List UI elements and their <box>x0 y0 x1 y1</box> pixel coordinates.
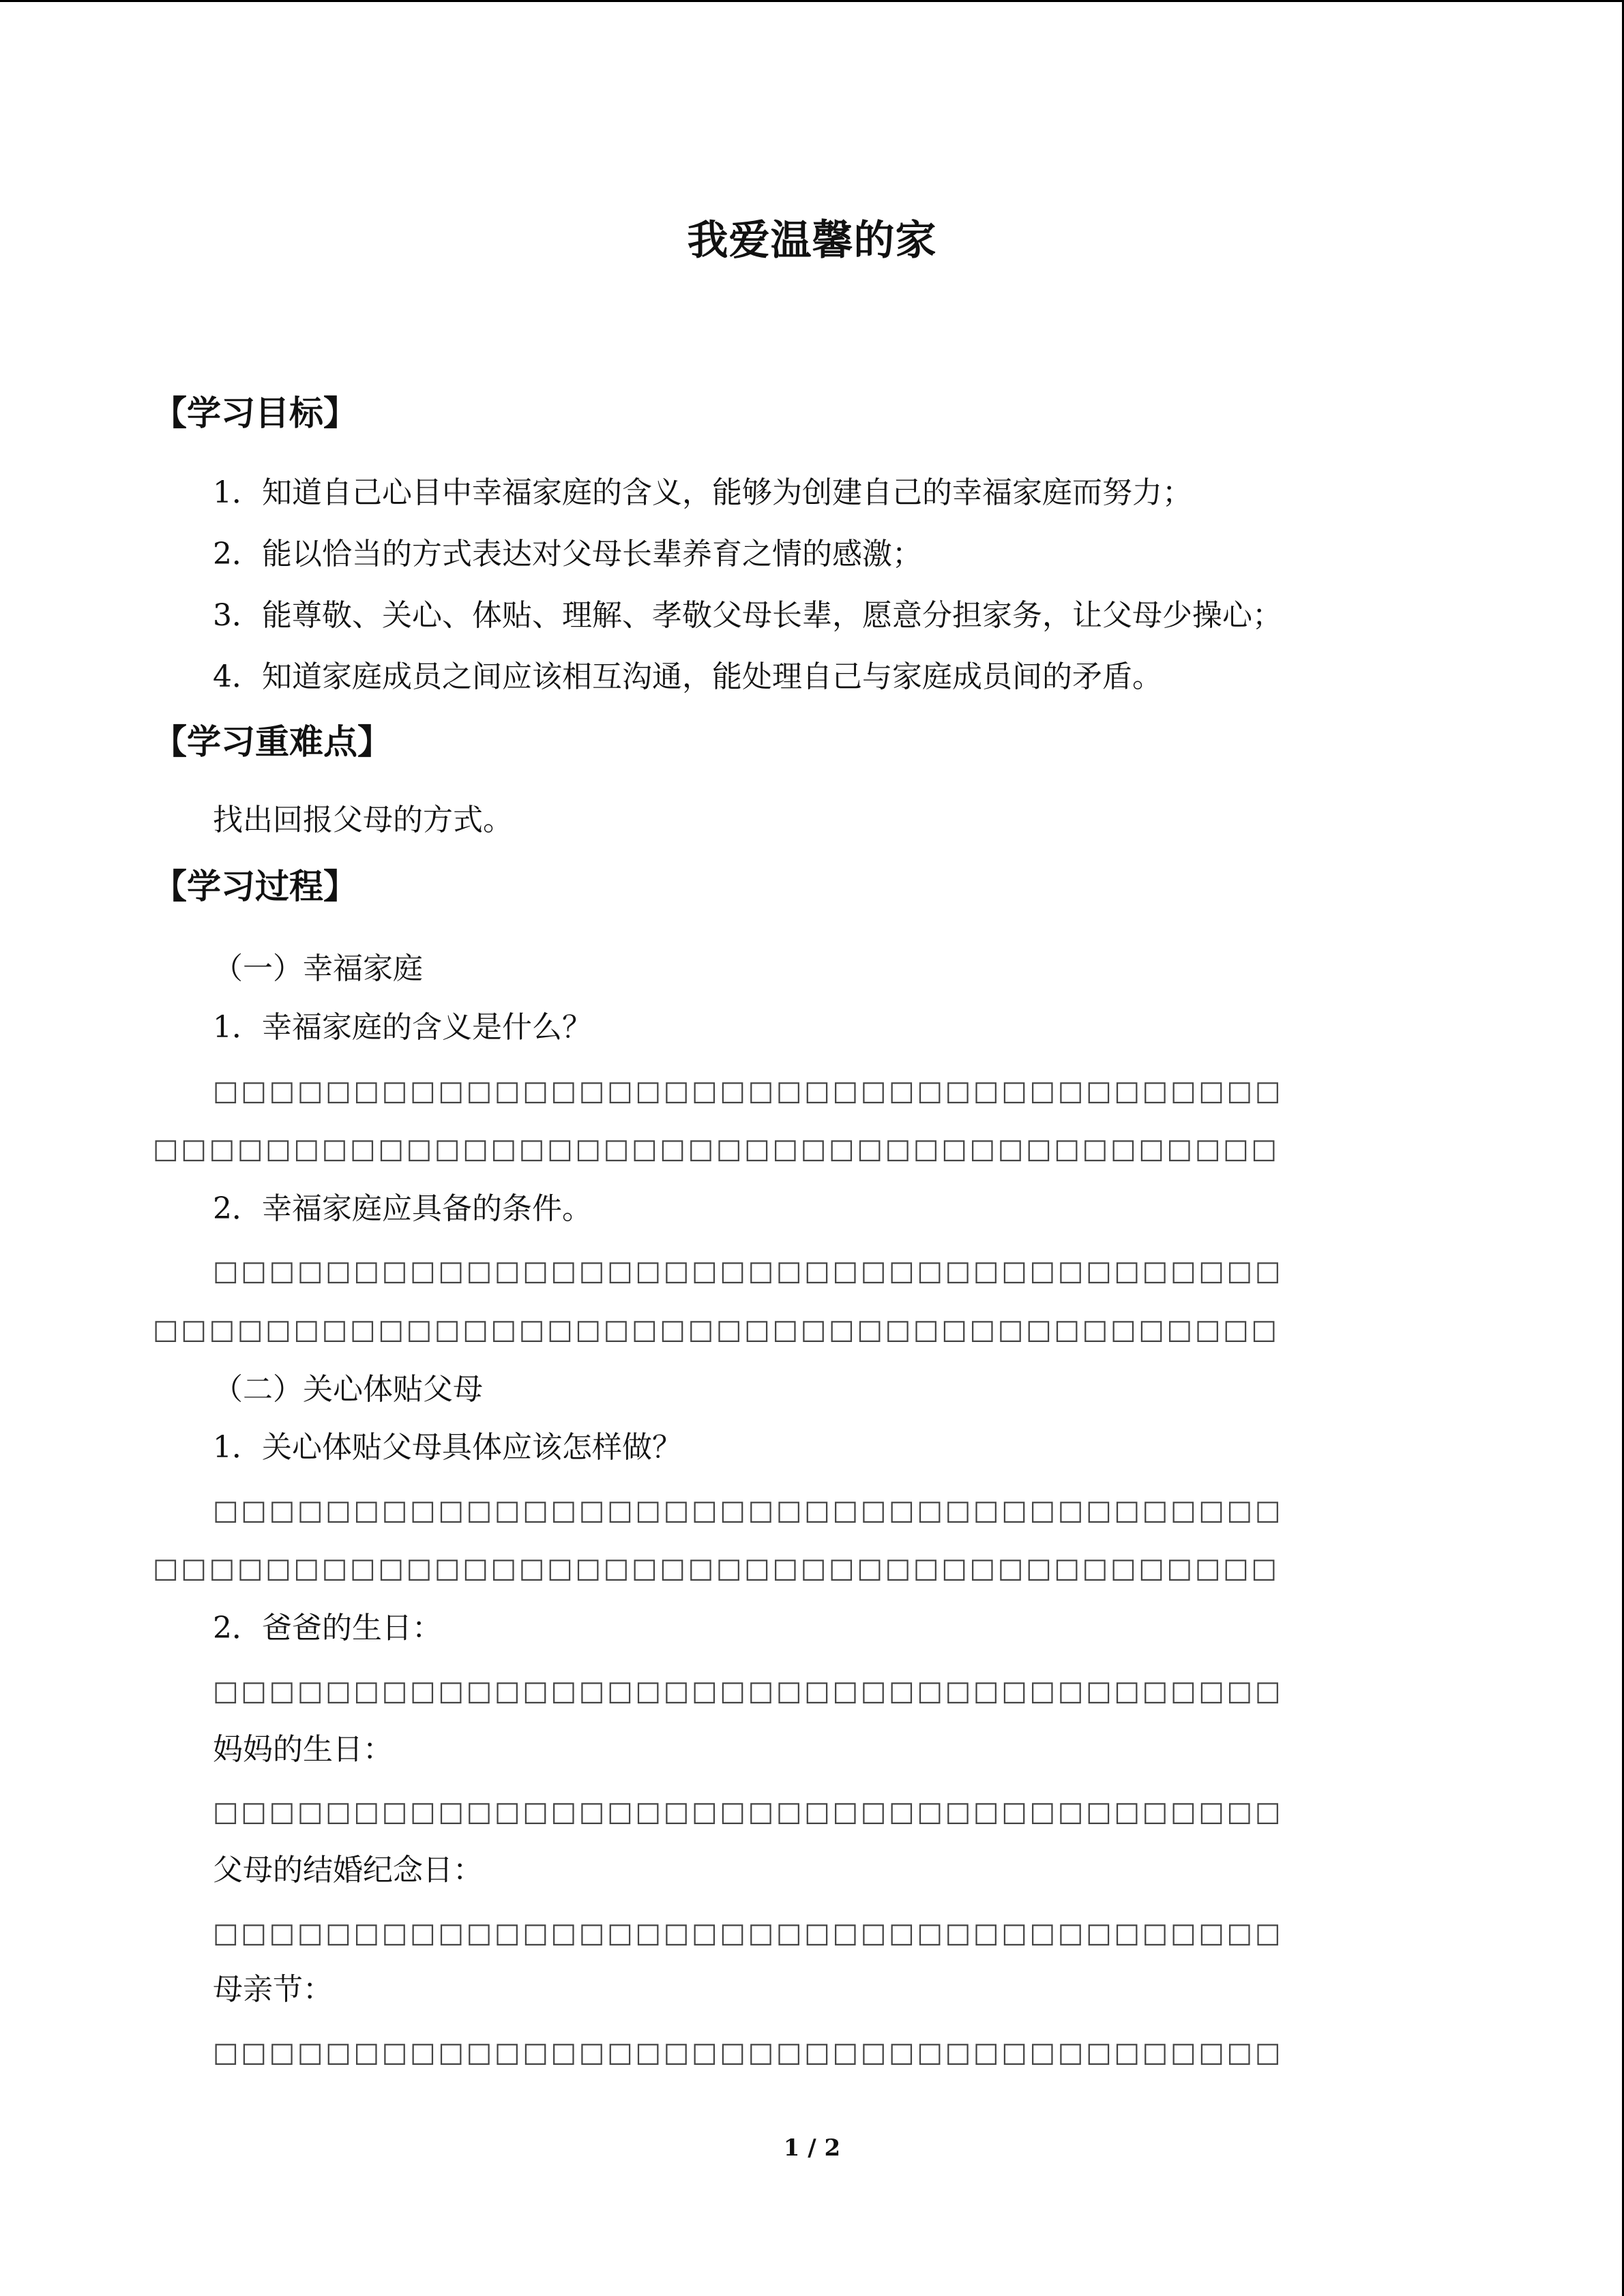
top-border-line <box>0 0 1624 2</box>
answer-blank-line: □□□□□□□□□□□□□□□□□□□□□□□□□□□□□□□□□□□□□□□□ <box>153 1314 1280 1345</box>
goal-item-2: 2．能以恰当的方式表达对父母长辈养育之情的感激； <box>213 537 922 571</box>
section-heading-key-points: 【学习重难点】 <box>153 721 392 762</box>
part-two-question-1: 1．关心体贴父母具体应该怎样做？ <box>213 1430 682 1465</box>
goal-item-1: 1．知道自己心目中幸福家庭的含义，能够为创建自己的幸福家庭而努力； <box>213 475 1192 510</box>
goal-item-3: 3．能尊敬、关心、体贴、理解、孝敬父母长辈，愿意分担家务，让父母少操心； <box>213 598 1282 633</box>
part-two-question-5: 母亲节： <box>213 1972 333 2007</box>
answer-blank-line: □□□□□□□□□□□□□□□□□□□□□□□□□□□□□□□□□□□□□□ <box>213 1495 1284 1526</box>
section-heading-process: 【学习过程】 <box>153 866 357 906</box>
part-one-question-1: 1．幸福家庭的含义是什么？ <box>213 1010 592 1045</box>
part-two-title: （二）关心体贴父母 <box>213 1372 483 1407</box>
part-two-question-3: 妈妈的生日： <box>213 1732 393 1767</box>
section-heading-goals: 【学习目标】 <box>153 393 357 433</box>
page-number: 1 / 2 <box>783 2134 841 2162</box>
answer-blank-line: □□□□□□□□□□□□□□□□□□□□□□□□□□□□□□□□□□□□□□ <box>213 1255 1284 1287</box>
part-two-question-4: 父母的结婚纪念日： <box>213 1853 483 1888</box>
answer-blank-line: □□□□□□□□□□□□□□□□□□□□□□□□□□□□□□□□□□□□□□ <box>213 1796 1284 1828</box>
page-title: 我爱温馨的家 <box>687 217 937 265</box>
answer-blank-line: □□□□□□□□□□□□□□□□□□□□□□□□□□□□□□□□□□□□□□□□ <box>153 1133 1280 1165</box>
key-points-text: 找出回报父母的方式。 <box>213 803 513 837</box>
answer-blank-line: □□□□□□□□□□□□□□□□□□□□□□□□□□□□□□□□□□□□□□ <box>213 2037 1284 2068</box>
goal-item-4: 4．知道家庭成员之间应该相互沟通，能处理自己与家庭成员间的矛盾。 <box>213 659 1162 694</box>
answer-blank-line: □□□□□□□□□□□□□□□□□□□□□□□□□□□□□□□□□□□□□□ <box>213 1675 1284 1707</box>
answer-blank-line: □□□□□□□□□□□□□□□□□□□□□□□□□□□□□□□□□□□□□□□□ <box>153 1553 1280 1584</box>
answer-blank-line: □□□□□□□□□□□□□□□□□□□□□□□□□□□□□□□□□□□□□□ <box>213 1918 1284 1949</box>
part-one-question-2: 2．幸福家庭应具备的条件。 <box>213 1191 592 1226</box>
part-one-title: （一）幸福家庭 <box>213 951 423 986</box>
part-two-question-2: 2．爸爸的生日： <box>213 1611 442 1645</box>
answer-blank-line: □□□□□□□□□□□□□□□□□□□□□□□□□□□□□□□□□□□□□□ <box>213 1075 1284 1107</box>
